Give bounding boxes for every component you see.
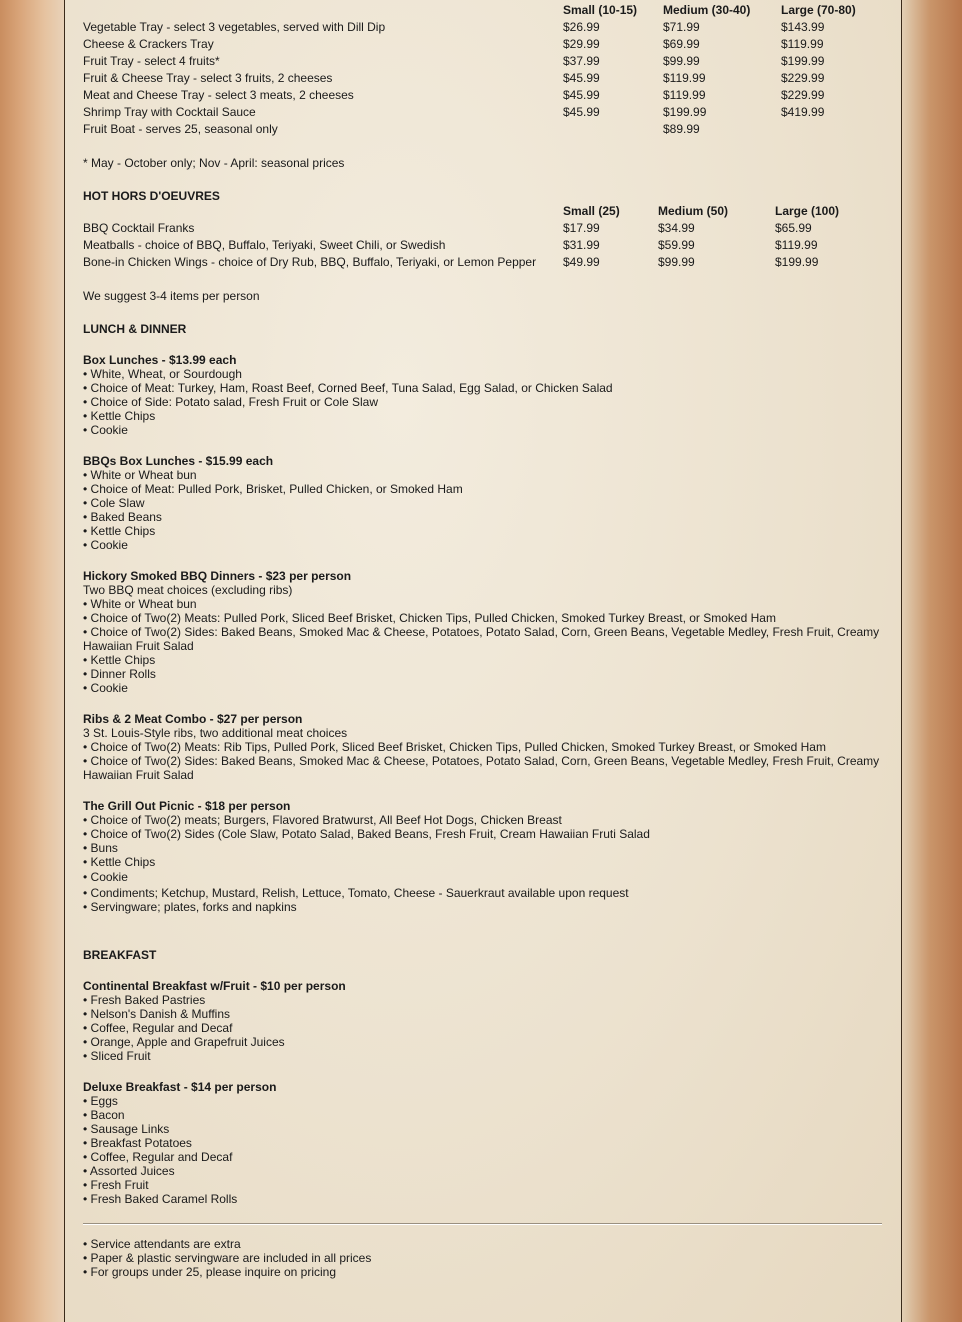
tray-price-small: $26.99 (563, 20, 600, 34)
tray-name: Cheese & Crackers Tray (83, 37, 214, 51)
hors-price-large: $199.99 (775, 255, 819, 269)
box-lunch-title: Box Lunches - $13.99 each (83, 353, 237, 367)
note-item: • Service attendants are extra (83, 1237, 241, 1251)
tray-price-medium: $69.99 (663, 37, 700, 51)
tray-name: Meat and Cheese Tray - select 3 meats, 2 cheeses (83, 88, 354, 102)
bbq-box-item: • Cookie (83, 538, 128, 552)
trays-header-large: Large (70-80) (781, 3, 856, 17)
bbq-box-item: • Kettle Chips (83, 524, 156, 538)
box-lunch-item: • Cookie (83, 423, 128, 437)
tray-price-small: $45.99 (563, 88, 600, 102)
hors-suggestion: We suggest 3-4 items per person (83, 289, 260, 303)
hors-name: BBQ Cocktail Franks (83, 221, 195, 235)
tray-price-large: $419.99 (781, 105, 825, 119)
deluxe-item: • Eggs (83, 1094, 118, 1108)
hors-price-small: $31.99 (563, 238, 600, 252)
hors-price-small: $49.99 (563, 255, 600, 269)
deluxe-title: Deluxe Breakfast - $14 per person (83, 1080, 277, 1094)
box-lunch-item: • Choice of Side: Potato salad, Fresh Fruit or Cole Slaw (83, 395, 379, 409)
tray-price-large: $229.99 (781, 88, 825, 102)
tray-price-large: $199.99 (781, 54, 825, 68)
hors-price-medium: $59.99 (658, 238, 695, 252)
hors-price-small: $17.99 (563, 221, 600, 235)
tray-name: Vegetable Tray - select 3 vegetables, served with Dill Dip (83, 20, 386, 34)
hors-header-large: Large (100) (775, 204, 840, 218)
grill-item: • Kettle Chips (83, 855, 156, 869)
tray-price-medium: $89.99 (663, 122, 700, 136)
box-lunch-item: • White, Wheat, or Sourdough (83, 367, 242, 381)
hors-price-medium: $99.99 (658, 255, 695, 269)
bbq-box-title: BBQs Box Lunches - $15.99 each (83, 454, 274, 468)
continental-item: • Fresh Baked Pastries (83, 993, 206, 1007)
grill-title: The Grill Out Picnic - $18 per person (83, 799, 291, 813)
ribs-item: • Choice of Two(2) Sides: Baked Beans, Smoked Mac & Cheese, Potatoes, Potato Salad, Corn, Green Beans, Vegetable Medley, Fresh Fruit, Creamy Hawaiian Fruit Salad (83, 754, 880, 782)
continental-item: • Nelson's Danish & Muffins (83, 1007, 230, 1021)
continental-item: • Orange, Apple and Grapefruit Juices (83, 1035, 285, 1049)
tray-price-small: $37.99 (563, 54, 600, 68)
tray-price-medium: $71.99 (663, 20, 700, 34)
bbq-box-item: • White or Wheat bun (83, 468, 197, 482)
tray-price-small: $45.99 (563, 71, 600, 85)
ribs-subtitle: 3 St. Louis-Style ribs, two additional meat choices (83, 726, 348, 740)
tray-price-large: $143.99 (781, 20, 825, 34)
deluxe-item: • Fresh Baked Caramel Rolls (83, 1192, 238, 1206)
hickory-item: • Kettle Chips (83, 653, 156, 667)
hickory-title: Hickory Smoked BBQ Dinners - $23 per person (83, 569, 352, 583)
bbq-box-item: • Choice of Meat: Pulled Pork, Brisket, Pulled Chicken, or Smoked Ham (83, 482, 463, 496)
hickory-item: • Dinner Rolls (83, 667, 156, 681)
hickory-item: • Choice of Two(2) Sides: Baked Beans, Smoked Mac & Cheese, Potatoes, Potato Salad, Corn, Green Beans, Vegetable Medley, Fresh Fruit, Creamy Hawaiian Fruit Salad (83, 625, 880, 653)
trays-header-small: Small (10-15) (563, 3, 638, 17)
hors-price-medium: $34.99 (658, 221, 695, 235)
grill-item: • Buns (83, 841, 118, 855)
box-lunch-item: • Kettle Chips (83, 409, 156, 423)
deluxe-item: • Fresh Fruit (83, 1178, 149, 1192)
tray-price-medium: $99.99 (663, 54, 700, 68)
hickory-item: • Cookie (83, 681, 128, 695)
continental-item: • Coffee, Regular and Decaf (83, 1021, 233, 1035)
tray-price-medium: $199.99 (663, 105, 707, 119)
hors-header-small: Small (25) (563, 204, 620, 218)
tray-price-small: $45.99 (563, 105, 600, 119)
tray-name: Fruit Boat - serves 25, seasonal only (83, 122, 278, 136)
hors-price-large: $119.99 (775, 238, 818, 252)
hors-name: Meatballs - choice of BBQ, Buffalo, Teriyaki, Sweet Chili, or Swedish (83, 238, 446, 252)
hickory-item: • White or Wheat bun (83, 597, 197, 611)
deluxe-item: • Breakfast Potatoes (83, 1136, 192, 1150)
hors-header-medium: Medium (50) (658, 204, 729, 218)
tray-price-medium: $119.99 (663, 88, 706, 102)
deluxe-item: • Sausage Links (83, 1122, 170, 1136)
ribs-item: • Choice of Two(2) Meats: Rib Tips, Pulled Pork, Sliced Beef Brisket, Chicken Tips, Pulled Chicken, Smoked Turkey Breast, or Smoked Ham (83, 740, 826, 754)
deluxe-item: • Assorted Juices (83, 1164, 175, 1178)
note-item: • For groups under 25, please inquire on pricing (83, 1265, 337, 1279)
continental-title: Continental Breakfast w/Fruit - $10 per person (83, 979, 346, 993)
tray-name: Shrimp Tray with Cocktail Sauce (83, 105, 256, 119)
hickory-subtitle: Two BBQ meat choices (excluding ribs) (83, 583, 293, 597)
tray-price-small: $29.99 (563, 37, 600, 51)
bbq-box-item: • Baked Beans (83, 510, 162, 524)
deluxe-item: • Bacon (83, 1108, 125, 1122)
tray-name: Fruit Tray - select 4 fruits* (83, 54, 220, 68)
continental-item: • Sliced Fruit (83, 1049, 151, 1063)
tray-name: Fruit & Cheese Tray - select 3 fruits, 2 cheeses (83, 71, 333, 85)
grill-item: • Condiments; Ketchup, Mustard, Relish, Lettuce, Tomato, Cheese - Sauerkraut available upon request (83, 886, 629, 900)
trays-footnote: * May - October only; Nov - April: seasonal prices (83, 156, 345, 170)
section-divider (83, 1223, 882, 1225)
hors-name: Bone-in Chicken Wings - choice of Dry Rub, BBQ, Buffalo, Teriyaki, or Lemon Pepper (83, 255, 537, 269)
breakfast-title: BREAKFAST (83, 948, 157, 962)
bbq-box-item: • Cole Slaw (83, 496, 145, 510)
tray-price-large: $229.99 (781, 71, 825, 85)
grill-item: • Choice of Two(2) Sides (Cole Slaw, Potato Salad, Baked Beans, Fresh Fruit, Cream Hawaiian Fruti Salad (83, 827, 650, 841)
grill-item: • Servingware; plates, forks and napkins (83, 900, 297, 914)
tray-price-medium: $119.99 (663, 71, 706, 85)
hors-price-large: $65.99 (775, 221, 812, 235)
hickory-item: • Choice of Two(2) Meats: Pulled Pork, Sliced Beef Brisket, Chicken Tips, Pulled Chicken, Smoked Turkey Breast, or Smoked Ham (83, 611, 776, 625)
note-item: • Paper & plastic servingware are included in all prices (83, 1251, 372, 1265)
box-lunch-item: • Choice of Meat: Turkey, Ham, Roast Beef, Corned Beef, Tuna Salad, Egg Salad, or Chicken Salad (83, 381, 613, 395)
grill-item: • Choice of Two(2) meats; Burgers, Flavored Bratwurst, All Beef Hot Dogs, Chicken Breast (83, 813, 562, 827)
grill-item: • Cookie (83, 870, 128, 884)
deluxe-item: • Coffee, Regular and Decaf (83, 1150, 233, 1164)
trays-header-medium: Medium (30-40) (663, 3, 751, 17)
tray-price-large: $119.99 (781, 37, 824, 51)
ribs-title: Ribs & 2 Meat Combo - $27 per person (83, 712, 303, 726)
lunch-title: LUNCH & DINNER (83, 322, 187, 336)
hors-title: HOT HORS D'OEUVRES (83, 189, 220, 203)
